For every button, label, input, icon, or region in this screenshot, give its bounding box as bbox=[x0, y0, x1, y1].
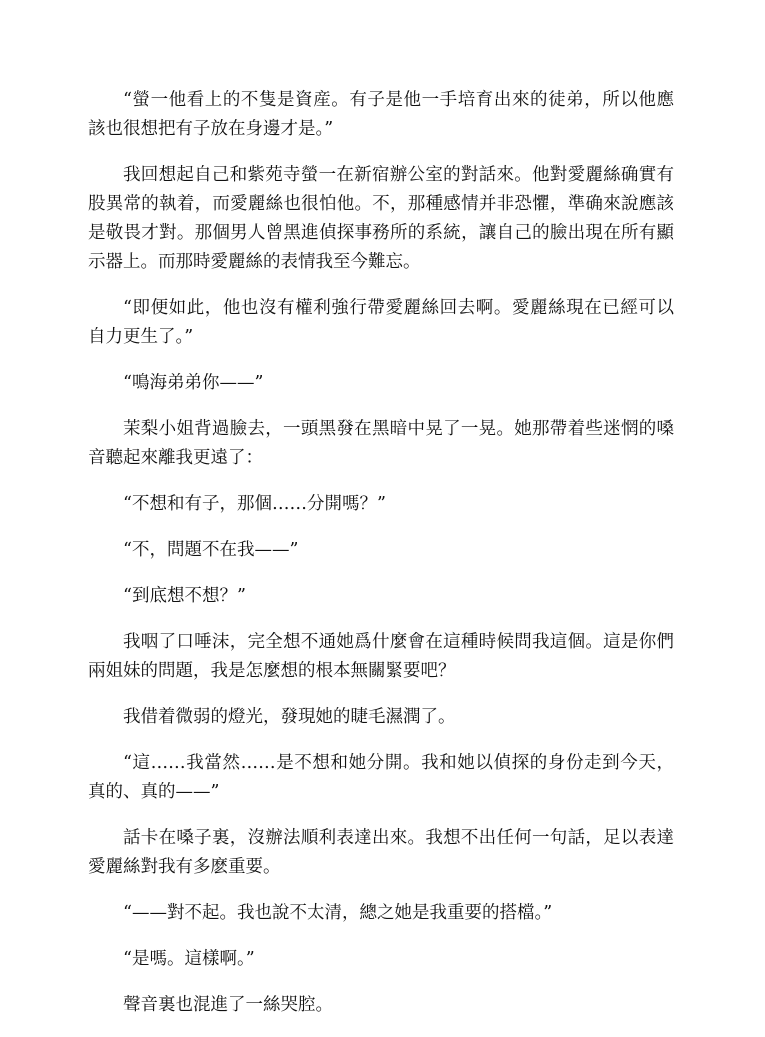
paragraph-14: “是嗎。這樣啊。” bbox=[123, 949, 255, 969]
paragraph-9: 我咽了口唾沫，完全想不通她爲什麼會在這種時候問我這個。這是你們兩姐妹的問題，我是怎麼想的根本無關緊要吧？ bbox=[88, 632, 674, 681]
paragraph-13: “——對不起。我也說不太清，總之她是我重要的搭檔。” bbox=[123, 903, 553, 923]
paragraph-2: 我回想起自己和紫苑寺螢一在新宿辦公室的對話來。他對愛麗絲确實有股異常的執着，而愛麗絲也很怕他。不，那種感情并非恐懼，準确來說應該是敬畏才對。那個男人曾黑進偵探事務所的系統，讓自己的臉出現在所有顯示器上。而那時愛麗絲的表情我至今難忘。 bbox=[88, 165, 674, 272]
paragraph-11: “這……我當然……是不想和她分開。我和她以偵探的身份走到今天，真的、真的——” bbox=[88, 753, 674, 802]
paragraph-6: “不想和有子，那個……分開嗎？” bbox=[123, 494, 386, 514]
paragraph-3: “即便如此，他也沒有權利強行帶愛麗絲回去啊。愛麗絲現在已經可以自力更生了。” bbox=[88, 298, 674, 347]
paragraph-12: 話卡在嗓子裏，沒辦法順利表達出來。我想不出任何一句話，足以表達愛麗絲對我有多麽重要。 bbox=[88, 828, 674, 877]
document-page bbox=[88, 86, 674, 1037]
paragraph-4: “鳴海弟弟你——” bbox=[123, 373, 264, 393]
paragraph-8: “到底想不想？” bbox=[123, 586, 246, 606]
paragraph-5: 茉梨小姐背過臉去，一頭黑發在黑暗中晃了一晃。她那帶着些迷惘的嗓音聽起來離我更遠了： bbox=[88, 419, 674, 468]
paragraph-1: “螢一他看上的不隻是資産。有子是他一手培育出來的徒弟，所以他應該也很想把有子放在身邊才是。” bbox=[88, 90, 674, 139]
paragraph-15: 聲音裏也混進了一絲哭腔。 bbox=[123, 995, 333, 1015]
paragraph-7: “不，問題不在我——” bbox=[123, 540, 299, 560]
paragraph-10: 我借着微弱的燈光，發現她的睫毛濕潤了。 bbox=[123, 707, 456, 727]
